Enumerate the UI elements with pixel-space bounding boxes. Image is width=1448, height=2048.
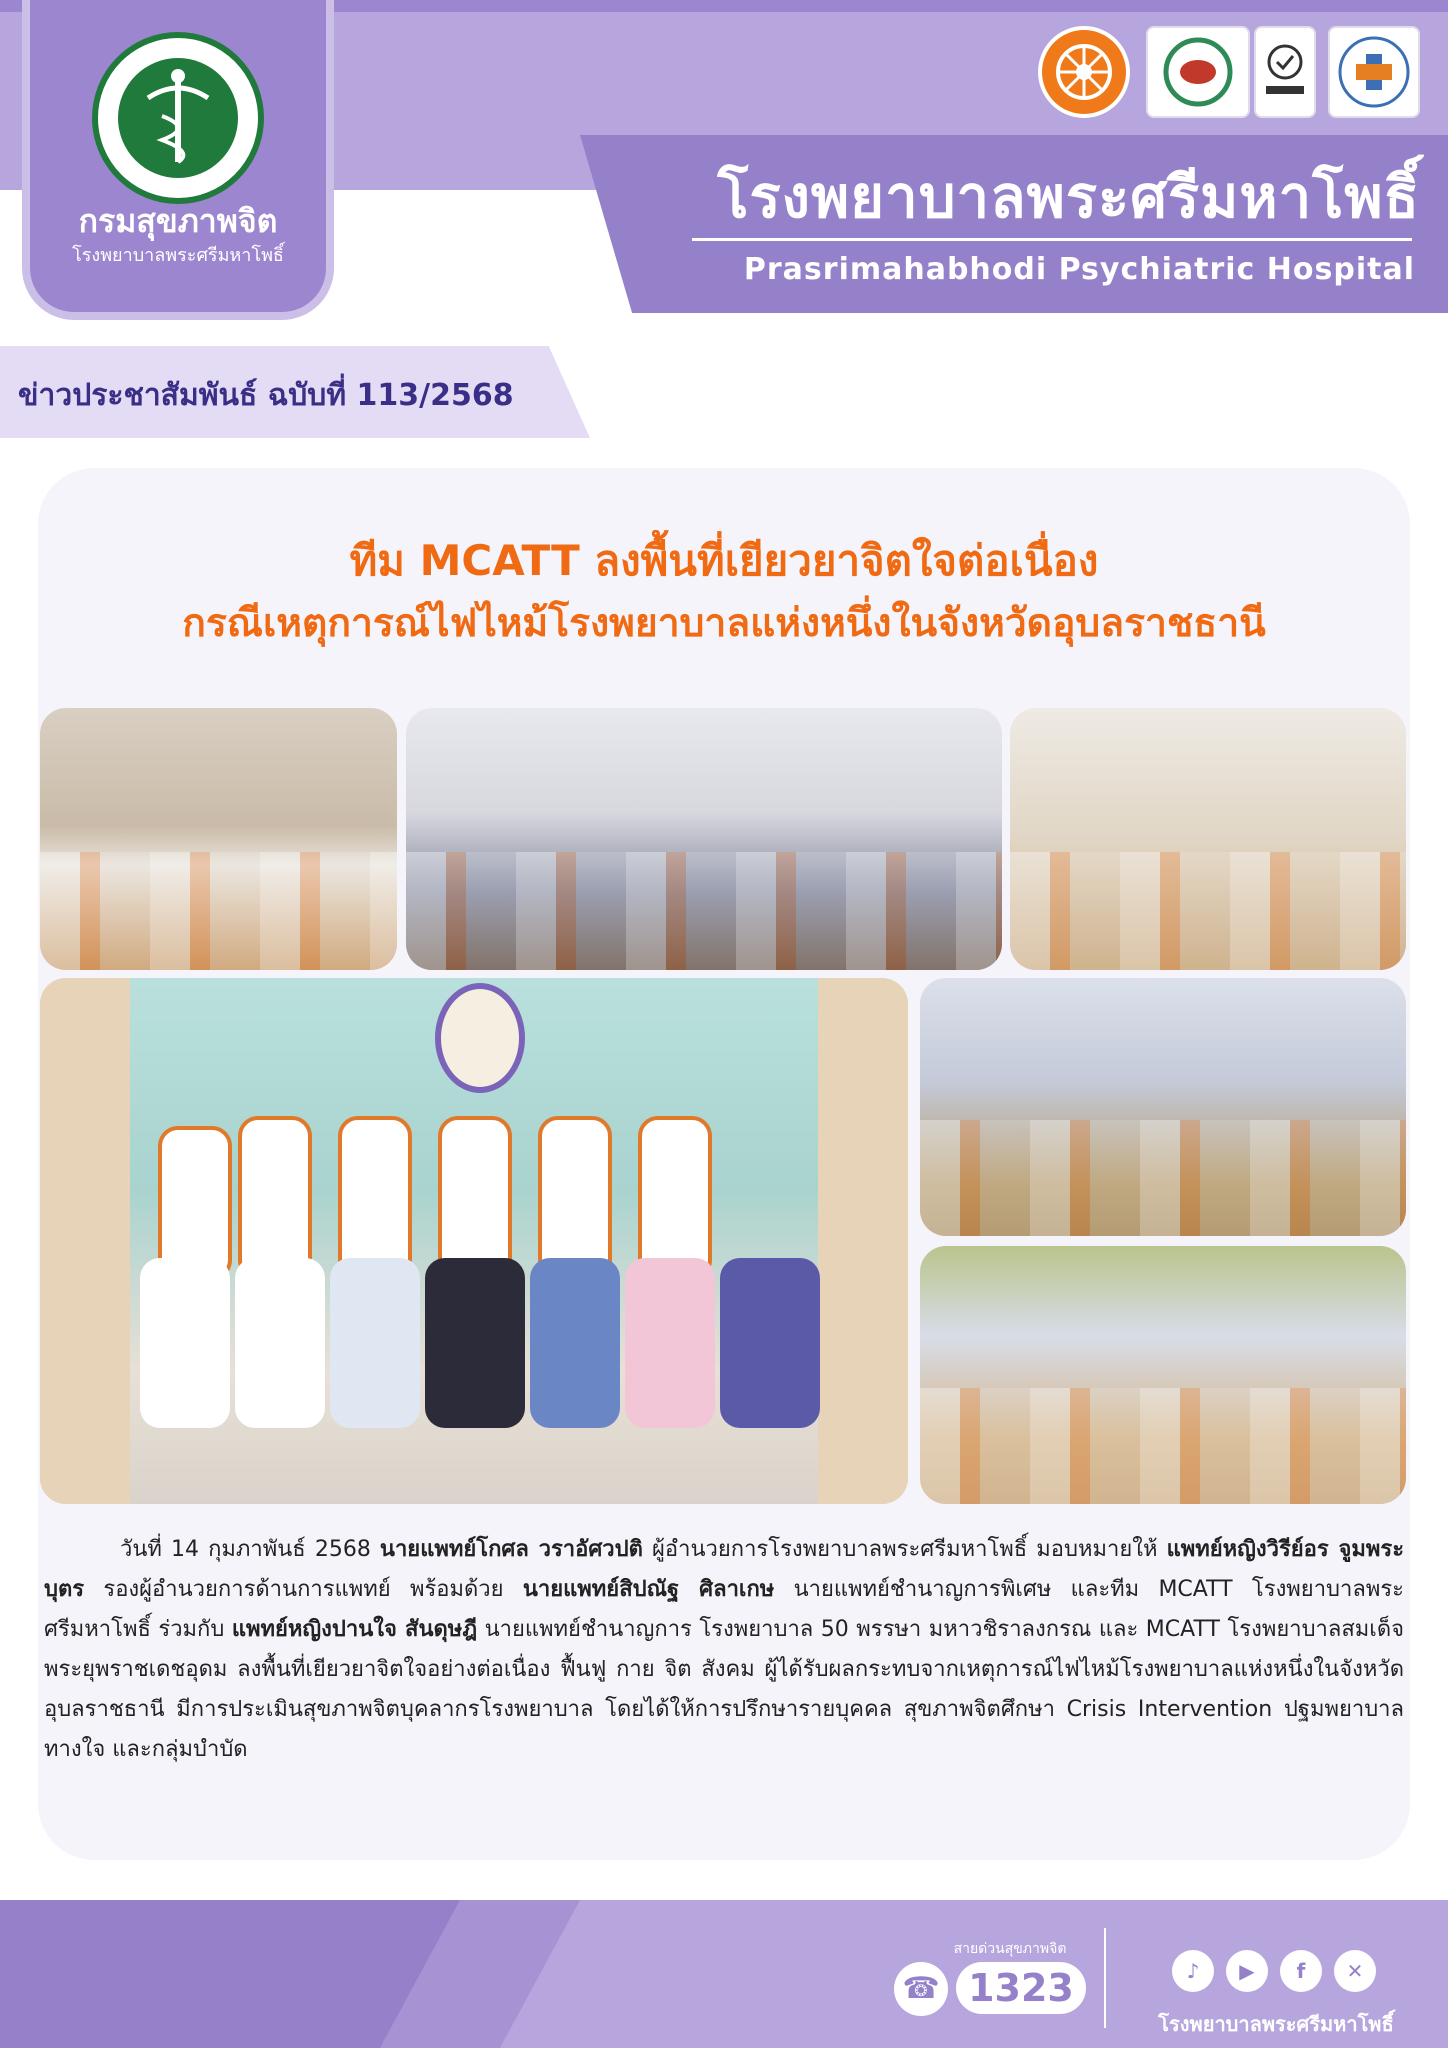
physician-name: นายแพทย์สิปณัฐ ศิลาเกษ [522, 1577, 775, 1602]
footer-accent-dark [0, 1900, 460, 2048]
urs-certification-icon [1146, 26, 1250, 118]
photo-meeting-team [40, 708, 397, 970]
news-body: วันที่ 14 กุมภาพันธ์ 2568 นายแพทย์โกศล วราอัศวปติ ผู้อำนวยการโรงพยาบาลพระศรีมหาโพธิ์ มอบหมายให้ แพทย์หญิงวิรีย์อร จูมพระบุตร รองผู้อำนวยการด้านการแพทย์ พร้อมด้วย นายแพทย์สิปณัฐ ศิลาเกษ นายแพทย์ชำนาญการพิเศษ และทีม MCATT โรงพยาบาลพระศรีมหาโพธิ์ ร่วมกับ แพทย์หญิงปานใจ สันดุษฎี นายแพทย์ชำนาญการ โรงพยาบาล 50 พรรษา มหาวชิราลงกรณ และ MCATT โรงพยาบาลสมเด็จพระยุพราชเดชอุดม ลงพื้นที่เยียวยาจิตใจอย่างต่อเนื่อง ฟื้นฟู กาย จิต สังคม ผู้ได้รับผลกระทบจากเหตุการณ์ไฟไหม้โรงพยาบาลแห่งหนึ่งในจังหวัดอุบลราชธานี มีการประเมินสุขภาพจิตบุคลากรโรงพยาบาล โดยได้ให้การปรึกษารายบุคคล สุขภาพจิตศึกษา Crisis Intervention ปฐมพยาบาลทางใจ และกลุ่มบำบัด [44, 1537, 1405, 1762]
youtube-icon[interactable]: ▶ [1226, 1950, 1268, 1992]
photo-group [40, 978, 908, 1504]
dharma-wheel-icon [1038, 26, 1130, 118]
ukas-certification-icon [1254, 26, 1316, 118]
title-divider [692, 238, 1412, 241]
facebook-icon[interactable]: f [1280, 1950, 1322, 1992]
phone-icon: ☎ [894, 1962, 948, 2016]
tiktok-icon[interactable]: ♪ [1172, 1950, 1214, 1992]
ha-accreditation-icon [1328, 26, 1420, 118]
hospital-name-en: Prasrimahabhodi Psychiatric Hospital [743, 252, 1415, 287]
partner-physician-name: แพทย์หญิงปานใจ สันดุษฎี [231, 1617, 478, 1642]
deputy-name: แพทย์หญิงวิรีย์อร จูมพระบุตร [44, 1537, 1405, 1602]
caduceus-icon [118, 58, 238, 178]
headline-line-2: กรณีเหตุการณ์ไฟไหม้โรงพยาบาลแห่งหนึ่งในจังหวัดอุบลราชธานี [182, 601, 1266, 646]
photo-meeting-room [406, 708, 1002, 970]
footer-divider [1104, 1928, 1106, 2028]
headline-line-1: ทีม MCATT ลงพื้นที่เยียวยาจิตใจต่อเนื่อง [349, 536, 1099, 585]
logo-hospital-name: โรงพยาบาลพระศรีมหาโพธิ์ [72, 245, 284, 266]
photo-consultation [1010, 708, 1406, 970]
director-name: นายแพทย์โกศล วราอัศวปติ [379, 1537, 643, 1562]
logo-department-name: กรมสุขภาพจิต [78, 202, 278, 240]
photo-conference [920, 978, 1406, 1236]
x-icon[interactable]: ✕ [1334, 1950, 1376, 1992]
photo-video-call [920, 1246, 1406, 1504]
hotline-label: สายด่วนสุขภาพจิต [953, 1941, 1067, 1957]
hotline-number: 1323 [968, 1966, 1074, 2010]
issue-number: ข่าวประชาสัมพันธ์ ฉบับที่ 113/2568 [18, 378, 514, 413]
footer-hospital-name: โรงพยาบาลพระศรีมหาโพธิ์ [1158, 2012, 1394, 2036]
ministry-seal-inner [118, 58, 238, 178]
hospital-name-th: โรงพยาบาลพระศรีมหาโพธิ์ [717, 163, 1420, 231]
